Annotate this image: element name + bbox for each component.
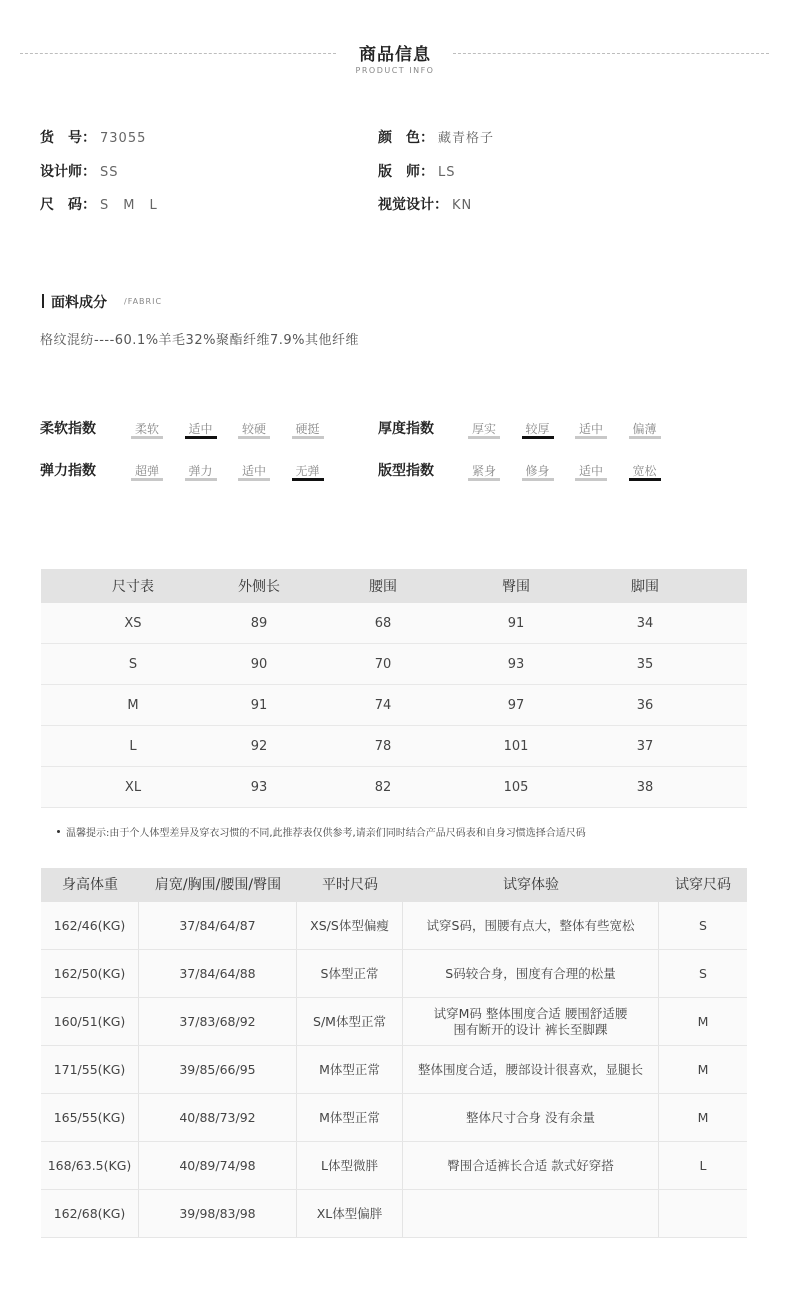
table-cell: 101 — [503, 738, 529, 754]
table-row — [41, 603, 747, 644]
table-cell: L — [129, 738, 137, 754]
table-cell: M体型正常 — [297, 1094, 403, 1141]
table-cell: 34 — [636, 615, 654, 631]
index-label: 厚度指数 — [378, 421, 434, 437]
table-row — [41, 998, 747, 1046]
color-value: 藏青格子 — [438, 131, 495, 146]
index-option: 无弹 — [295, 464, 320, 478]
table-cell: 整体围度合适，腰部设计很喜欢，显腿长 — [403, 1046, 659, 1093]
table-cell: S — [128, 656, 138, 672]
size-table-header-cell: 尺寸表 — [112, 579, 154, 595]
table-cell: 90 — [250, 656, 268, 672]
table-cell: 40/88/73/92 — [139, 1094, 297, 1141]
table-cell: M体型正常 — [297, 1046, 403, 1093]
visual-value: KN — [452, 198, 473, 213]
index-option: 适中 — [188, 422, 213, 436]
table-cell: 70 — [374, 656, 392, 672]
index-option: 柔软 — [134, 422, 159, 436]
table-cell: 82 — [374, 779, 392, 795]
table-cell: 105 — [503, 779, 529, 795]
page-title: 商品信息 — [359, 45, 431, 65]
table-row — [41, 685, 747, 726]
table-cell: S体型正常 — [297, 950, 403, 997]
table-cell: M — [697, 1109, 709, 1125]
index-underline — [238, 478, 270, 481]
table-cell: M — [697, 1061, 709, 1077]
table-cell: 臀围合适裤长合适 款式好穿搭 — [403, 1142, 659, 1189]
index-underline — [629, 436, 661, 439]
info-designer — [40, 161, 119, 181]
table-row — [41, 644, 747, 685]
item-no-label: 货 号： — [40, 130, 96, 146]
table-cell: 试穿S码，围腰有点大，整体有些宽松 — [403, 902, 659, 949]
fabric-title: 面料成分 — [51, 295, 107, 311]
item-no-value: 73055 — [100, 131, 147, 146]
index-option: 超弹 — [134, 464, 159, 478]
table-cell: 39/85/66/95 — [139, 1046, 297, 1093]
table-cell: 37/83/68/92 — [139, 998, 297, 1045]
index-option: 弹力 — [188, 464, 213, 478]
info-visual — [378, 194, 472, 214]
index-underline — [575, 436, 607, 439]
size-table-header-cell: 外侧长 — [238, 579, 280, 595]
index-option: 宽松 — [632, 464, 657, 478]
fabric-composition: 格纹混纺----60.1%羊毛32%聚酯纤维7.9%其他纤维 — [40, 333, 359, 348]
pattern-value: LS — [438, 165, 456, 180]
table-cell: 168/63.5(KG) — [41, 1142, 139, 1189]
table-cell: XL体型偏胖 — [297, 1190, 403, 1237]
table-cell: 38 — [636, 779, 654, 795]
color-label: 颜 色： — [378, 130, 434, 146]
index-underline — [575, 478, 607, 481]
index-option: 修身 — [525, 464, 550, 478]
table-cell: 39/98/83/98 — [139, 1190, 297, 1237]
fitting-table-header-cell: 平时尺码 — [322, 877, 378, 893]
size-label: 尺 码： — [40, 197, 96, 213]
table-cell: 整体尺寸合身 没有余量 — [403, 1094, 659, 1141]
table-row — [41, 726, 747, 767]
info-item-no — [40, 127, 146, 147]
index-label: 弹力指数 — [40, 463, 96, 479]
index-underline — [468, 478, 500, 481]
table-cell: 37/84/64/87 — [139, 902, 297, 949]
fitting-table-body — [41, 902, 747, 1238]
table-cell — [659, 1190, 747, 1237]
table-cell: 162/50(KG) — [41, 950, 139, 997]
table-cell — [403, 1190, 659, 1237]
table-cell: S码较合身，围度有合理的松量 — [403, 950, 659, 997]
fitting-table-header-cell: 肩宽/胸围/腰围/臀围 — [154, 877, 282, 893]
table-cell: 37 — [636, 738, 654, 754]
table-cell: M — [127, 697, 139, 713]
designer-label: 设计师： — [40, 164, 96, 180]
table-cell: 92 — [250, 738, 268, 754]
size-value: S M L — [100, 198, 158, 213]
table-cell: 91 — [507, 615, 525, 631]
index-selected-underline — [292, 478, 324, 481]
index-selected-underline — [522, 436, 554, 439]
table-cell: XL — [124, 779, 142, 795]
fabric-accent-bar — [42, 294, 44, 308]
index-underline — [131, 436, 163, 439]
table-cell: 74 — [374, 697, 392, 713]
size-table-body — [41, 603, 747, 808]
fitting-table-header-cell: 身高体重 — [62, 877, 118, 893]
size-table-header — [41, 569, 747, 603]
index-label: 版型指数 — [378, 463, 434, 479]
index-option: 偏薄 — [632, 422, 657, 436]
table-cell: XS — [124, 615, 142, 631]
table-cell: L体型微胖 — [297, 1142, 403, 1189]
index-selected-underline — [185, 436, 217, 439]
info-color — [378, 127, 494, 147]
table-cell: 162/68(KG) — [41, 1190, 139, 1237]
fabric-subtitle: /FABRIC — [124, 297, 163, 306]
index-option: 适中 — [578, 422, 603, 436]
table-cell: 91 — [250, 697, 268, 713]
table-cell: L — [699, 1157, 707, 1173]
pattern-label: 版 师： — [378, 164, 434, 180]
tip-bullet — [57, 830, 60, 833]
table-cell: 68 — [374, 615, 392, 631]
size-tip: 温馨提示:由于个人体型差异及穿衣习惯的不同,此推荐表仅供参考,请亲们同时结合产品尺码表和自身习惯选择合适尺码 — [66, 828, 586, 839]
index-underline — [468, 436, 500, 439]
table-cell: S — [699, 965, 707, 981]
index-option: 厚实 — [471, 422, 496, 436]
fitting-table-header-cell: 试穿尺码 — [675, 877, 731, 893]
size-table-header-cell: 腰围 — [369, 579, 397, 595]
info-size — [40, 194, 158, 214]
info-pattern — [378, 161, 456, 181]
index-underline — [131, 478, 163, 481]
table-row — [41, 902, 747, 950]
table-cell: 35 — [636, 656, 654, 672]
designer-value: SS — [100, 165, 119, 180]
index-option: 硬挺 — [295, 422, 320, 436]
table-cell: 36 — [636, 697, 654, 713]
table-cell: S — [699, 917, 707, 933]
size-table-header-cell: 臀围 — [502, 579, 530, 595]
index-underline — [185, 478, 217, 481]
index-option: 紧身 — [471, 464, 496, 478]
index-underline — [292, 436, 324, 439]
table-cell: 37/84/64/88 — [139, 950, 297, 997]
table-row — [41, 950, 747, 998]
visual-label: 视觉设计： — [378, 197, 448, 213]
table-cell: 93 — [250, 779, 268, 795]
table-cell: 171/55(KG) — [41, 1046, 139, 1093]
table-cell: M — [697, 1013, 709, 1029]
table-cell: 试穿M码 整体围度合适 腰围舒适腰 围有断开的设计 裤长至脚踝 — [403, 998, 659, 1045]
table-cell: S/M体型正常 — [297, 998, 403, 1045]
table-cell: 162/46(KG) — [41, 902, 139, 949]
size-table-header-cell: 脚围 — [631, 579, 659, 595]
table-cell: 93 — [507, 656, 525, 672]
index-option: 较硬 — [241, 422, 266, 436]
index-selected-underline — [629, 478, 661, 481]
table-row — [41, 1142, 747, 1190]
fitting-table-header — [41, 868, 747, 902]
table-row — [41, 1046, 747, 1094]
size-table — [41, 569, 747, 808]
table-cell: XS/S体型偏瘦 — [297, 902, 403, 949]
table-cell: 165/55(KG) — [41, 1094, 139, 1141]
fitting-table-header-cell: 试穿体验 — [503, 877, 559, 893]
index-underline — [522, 478, 554, 481]
table-row — [41, 767, 747, 808]
index-option: 较厚 — [525, 422, 550, 436]
table-cell: 78 — [374, 738, 392, 754]
index-label: 柔软指数 — [40, 421, 96, 437]
table-row — [41, 1190, 747, 1238]
table-cell: 160/51(KG) — [41, 998, 139, 1045]
index-option: 适中 — [241, 464, 266, 478]
table-cell: 40/89/74/98 — [139, 1142, 297, 1189]
table-cell: 97 — [507, 697, 525, 713]
table-cell: 89 — [250, 615, 268, 631]
index-underline — [238, 436, 270, 439]
page-subtitle: PRODUCT INFO — [355, 66, 435, 75]
table-row — [41, 1094, 747, 1142]
index-option: 适中 — [578, 464, 603, 478]
fitting-table — [41, 868, 747, 1238]
